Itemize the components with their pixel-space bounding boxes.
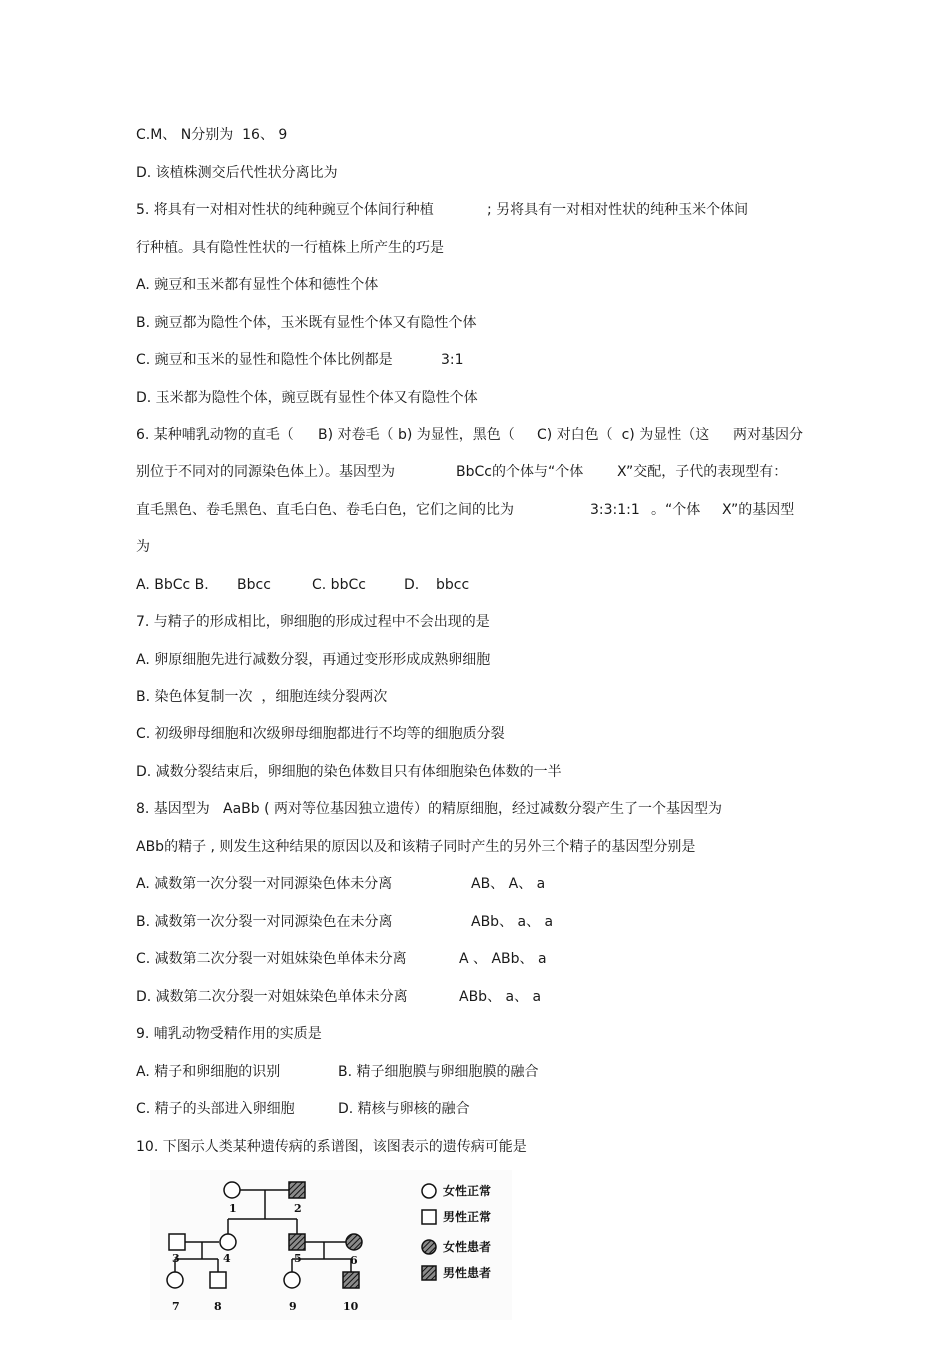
label-4: 4 [223,1252,231,1265]
option-c-q5-text: C. 豌豆和玉米的显性和隐性个体比例都是 [136,352,393,368]
option-c-q8-text: C. 减数第二次分裂一对姐妹染色单体未分离 [136,951,407,967]
question-6-text-a: 6. 某种哺乳动物的直毛（ [136,427,294,443]
option-d-q8-genotypes: ABb、 a、 a [459,989,542,1005]
question-5-text-c: 行种植。具有隐性性状的一行植株上所产生的巧是 [136,240,444,256]
option-c-q7: C. 初级卵母细胞和次级卵母细胞都进行不均等的细胞质分裂 [136,726,505,742]
pedigree-svg [150,1170,512,1320]
question-8-text-c: ABb的精子 , 则发生这种结果的原因以及和该精子同时产生的另外三个精子的基因型分别是 [136,839,696,855]
question-6-text-g: X”交配，子代的表现型有： [617,464,788,480]
individual-7-female-normal [167,1272,183,1288]
label-2: 2 [294,1202,302,1215]
option-b-q5: B. 豌豆都为隐性个体，玉米既有显性个体又有隐性个体 [136,315,477,331]
question-10-stem: 10. 下图示人类某种遗传病的系谱图，该图表示的遗传病可能是 [136,1139,527,1155]
question-6-text-j: X”的基因型 [722,502,795,518]
individual-2-male-affected [289,1182,305,1198]
label-10: 10 [343,1300,359,1313]
legend-female-affected-icon [422,1240,436,1254]
label-8: 8 [214,1300,222,1313]
question-5-text-a: 5. 将具有一对相对性状的纯种豌豆个体间行种植 [136,202,434,218]
question-6-ratio: 3:3:1:1 [590,502,640,518]
label-9: 9 [289,1300,297,1313]
question-6-text-f: BbCc的个体与“个体 [456,464,584,480]
legend-male-normal-icon [422,1210,436,1224]
legend-female-normal-icon [422,1184,436,1198]
question-6-text-c: C) 对白色（ c) 为显性（这 [537,427,710,443]
option-a-q5: A. 豌豆和玉米都有显性个体和德性个体 [136,277,379,293]
option-d-q9: D. 精核与卵核的融合 [338,1101,470,1117]
option-d-q8-text: D. 减数第二次分裂一对姐妹染色单体未分离 [136,989,408,1005]
individual-9-female-normal [284,1272,300,1288]
individual-8-male-normal [210,1272,226,1288]
legend-male-affected: 男性患者 [443,1266,492,1280]
label-7: 7 [172,1300,180,1313]
option-d-q5: D. 玉米都为隐性个体，豌豆既有显性个体又有隐性个体 [136,390,478,406]
option-b-q9: B. 精子细胞膜与卵细胞膜的融合 [338,1064,539,1080]
option-d-q4: D. 该植株测交后代性状分离比为 [136,165,338,181]
option-c-q6: C. bbCc [312,577,366,593]
question-9-stem: 9. 哺乳动物受精作用的实质是 [136,1026,322,1042]
individual-10-male-affected [343,1272,359,1288]
label-5: 5 [294,1252,302,1265]
question-8-text-a: 8. 基因型为 [136,801,210,817]
option-b-q8-text: B. 减数第一次分裂一对同源染色在未分离 [136,914,393,930]
question-6-text-h: 直毛黑色、卷毛黑色、直毛白色、卷毛白色，它们之间的比为 [136,502,514,518]
legend-male-affected-icon [422,1266,436,1280]
individual-4-female-normal [220,1234,236,1250]
label-3: 3 [172,1252,180,1265]
individual-1-female-normal [224,1182,240,1198]
legend-female-affected: 女性患者 [443,1240,492,1254]
option-d-q7: D. 减数分裂结束后，卵细胞的染色体数目只有体细胞染色体数的一半 [136,764,562,780]
option-d-q6: bbcc [436,577,470,593]
pedigree-legend [422,1183,491,1280]
question-6-text-k: 为 [136,539,150,555]
question-7-stem: 7. 与精子的形成相比，卵细胞的形成过程中不会出现的是 [136,614,490,630]
question-8-text-b: AaBb ( 两对等位基因独立遗传）的精原细胞，经过减数分裂产生了一个基因型为 [223,801,723,817]
legend-male-normal: 男性正常 [443,1210,492,1224]
option-a-q8-text: A. 减数第一次分裂一对同源染色体未分离 [136,876,393,892]
option-d-q6-label: D. [404,577,420,593]
option-c-q9: C. 精子的头部进入卵细胞 [136,1101,295,1117]
question-6-text-b: B) 对卷毛（ b) 为显性，黑色（ [318,427,515,443]
pedigree-chart [150,1170,512,1320]
individual-3-male-normal [169,1234,185,1250]
individual-6-female-affected [346,1234,362,1250]
question-6-text-i: 。“个体 [651,502,701,518]
option-b-q8-genotypes: ABb、 a、 a [471,914,554,930]
option-a-q8-genotypes: AB、 A、 a [471,876,546,892]
option-c-q8-genotypes: A 、 ABb、 a [459,951,547,967]
label-6: 6 [350,1254,358,1267]
option-c-q4: C.M、 N分别为 16、 9 [136,127,288,143]
individual-5-male-affected [289,1234,305,1250]
option-b-q6: Bbcc [237,577,271,593]
option-c-q5-ratio: 3:1 [441,352,464,368]
option-b-q7: B. 染色体复制一次 ，细胞连续分裂两次 [136,689,388,705]
label-1: 1 [229,1202,237,1215]
question-6-text-d: 两对基因分 [733,427,803,443]
option-a-q7: A. 卵原细胞先进行减数分裂，再通过变形形成成熟卵细胞 [136,652,491,668]
legend-female-normal: 女性正常 [443,1184,492,1198]
question-6-text-e: 别位于不同对的同源染色体上）。基因型为 [136,464,395,480]
question-5-text-b: ; 另将具有一对相对性状的纯种玉米个体间 [487,202,749,218]
option-a-q9: A. 精子和卵细胞的识别 [136,1064,281,1080]
pedigree-lines [175,1190,351,1272]
option-a-q6: A. BbCc B. [136,577,209,593]
